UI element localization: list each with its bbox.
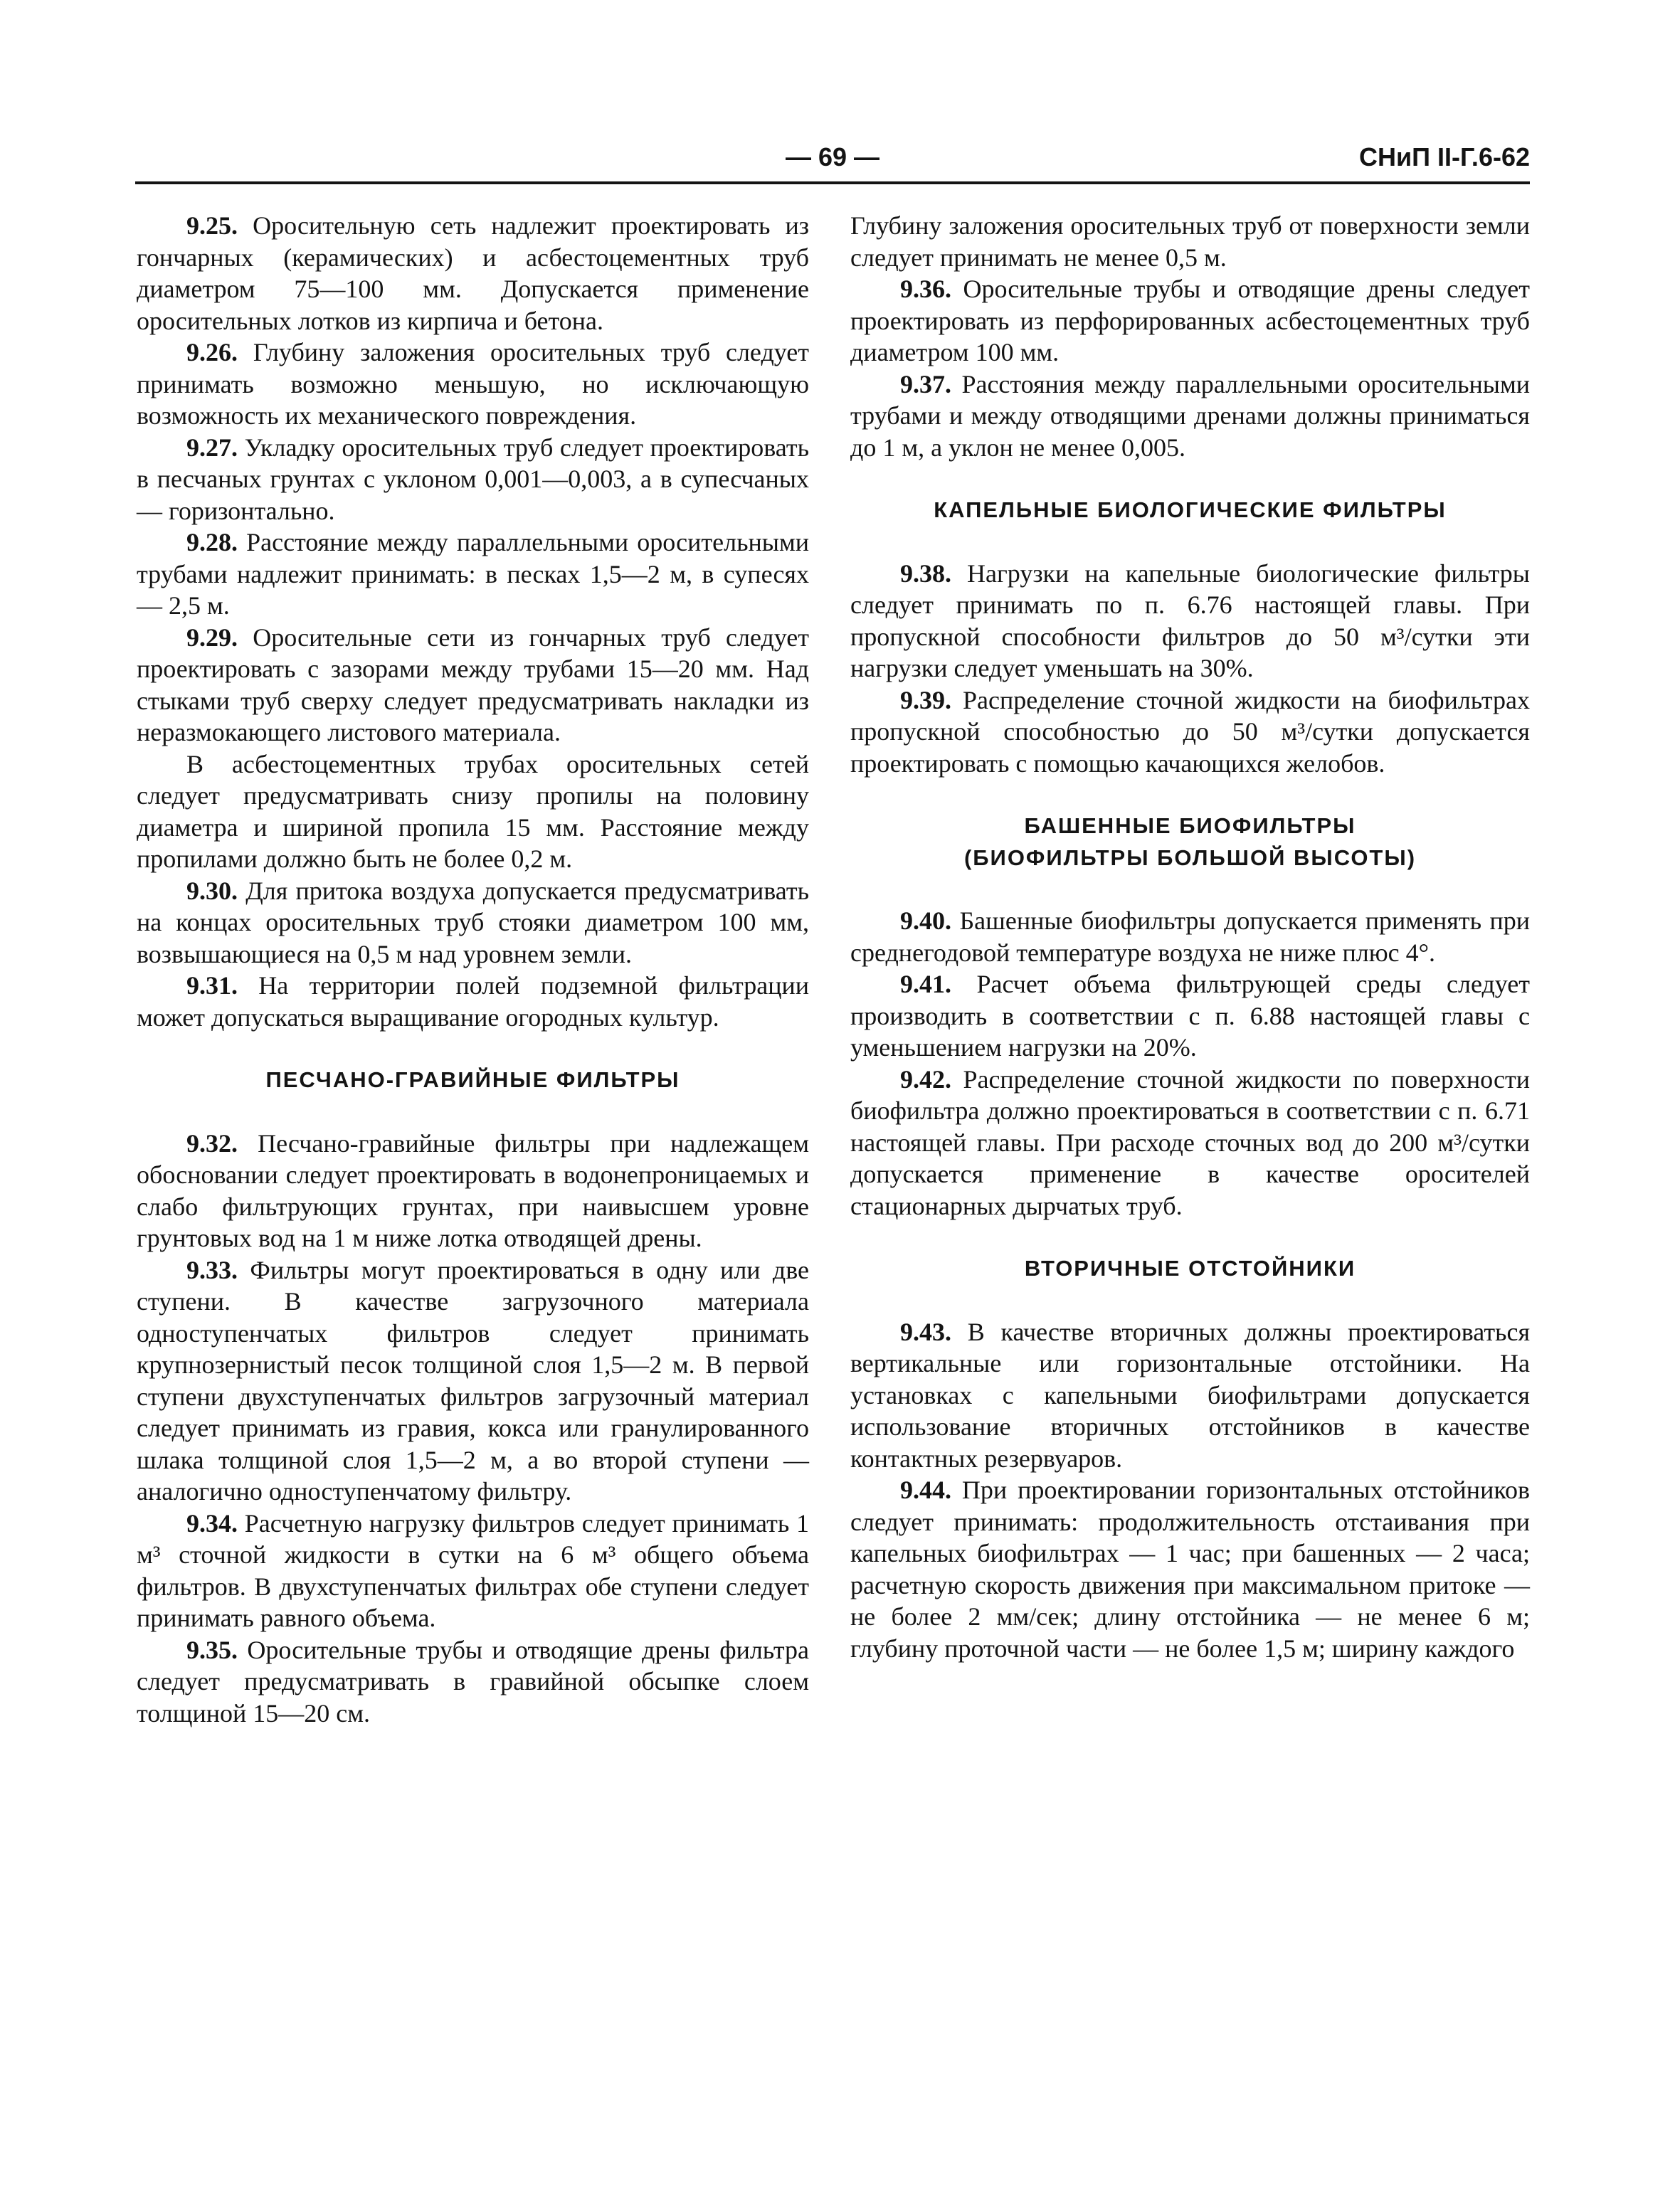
paragraph-9-29: 9.29. Оросительные сети из гончарных труб следует проектировать с зазорами между трубами 15—20 мм. Над стыками труб сверху следует предусматривать накладки из неразмокающего листового материала. (137, 623, 810, 746)
paragraph-9-43: 9.43. В качестве вторичных должны проектироваться вертикальные или горизонтальные отстойники. На установках с капельными биофильтрами допускается использование вторичных отстойников в качестве контактных резервуаров. (850, 1317, 1531, 1473)
paragraph-9-32: 9.32. Песчано-гравийные фильтры при надлежащем обосновании следует проектировать в водонепроницаемых и слабо фильтрующих грунтах, при наивысшем уровне грунтовых вод на 1 м ниже лотка отводящей дрены. (137, 1128, 809, 1252)
paragraph-9-40: 9.40. Башенные биофильтры допускается применять при среднегодовой температуре воздуха не ниже плюс 4°. (850, 906, 1531, 967)
paragraph-9-25: 9.25. Оросительную сеть надлежит проектировать из гончарных (керамических) и асбестоцементных труб диаметром 75—100 мм. Допускается применение оросительных лотков из кирпича и бетона. (137, 211, 809, 335)
paragraph-9-27: 9.27. Укладку оросительных труб следует проектировать в песчаных грунтах с уклоном 0,001—0,003, а в супесчаных — горизонтально. (137, 433, 810, 525)
paragraph-9-33: 9.33. Фильтры могут проектироваться в одну или две ступени. В качестве загрузочного материала одноступенчатых фильтров следует принимать крупнозернистый песок толщиной слоя 1,5—2 м. В первой ступени двухступенчатых фильтров загрузочный материал следует принимать из гравия, кокса или гранулированного шлака толщиной слоя 1,5—2 м, а во второй ступени — аналогично одноступенчатому фильтру. (137, 1255, 810, 1506)
paragraph-9-28: 9.28. Расстояние между параллельными оросительными трубами надлежит принимать: в песках 1,5—2 м, в супесях — 2,5 м. (137, 528, 809, 620)
paragraph-9-44: 9.44. При проектировании горизонтальных отстойников следует принимать: продолжительность отстаивания при капельных биофильтрах — 1 час; при башенных — 2 часа; расчетную скорость движения при максимальном притоке — не более 2 мм/сек; длину отстойника — не менее 6 м; глубину проточной части — не более 1,5 м; ширину каждого (850, 1476, 1530, 1663)
section-heading-sand-gravel-filters: ПЕСЧАНО-ГРАВИЙНЫЕ ФИЛЬТРЫ (265, 1067, 680, 1092)
paragraph-9-39: 9.39. Распределение сточной жидкости на биофильтрах пропускной способностью до 50 м³/сутки допускается проектировать с помощью качающихся желобов. (850, 685, 1530, 778)
section-heading-secondary-settlers: ВТОРИЧНЫЕ ОТСТОЙНИКИ (1024, 1256, 1356, 1281)
heading-line: (БИОФИЛЬТРЫ БОЛЬШОЙ ВЫСОТЫ) (963, 845, 1417, 870)
paragraph-9-42: 9.42. Распределение сточной жидкости по поверхности биофильтра должно проектироваться в соответствии с п. 6.71 настоящей главы. При расходе сточных вод до 200 м³/сутки допускается применение в качестве оросителей стационарных дырчатых труб. (850, 1064, 1531, 1220)
paragraph-9-30: 9.30. Для притока воздуха допускается предусматривать на концах оросительных труб стояки диаметром 100 мм, возвышающиеся на 0,5 м над уровнем земли. (137, 876, 809, 968)
heading-line: БАШЕННЫЕ БИОФИЛЬТРЫ (1024, 813, 1356, 838)
page-number: — 69 — (785, 142, 880, 171)
header-rule (135, 181, 1530, 184)
paragraph-9-35-continued: Глубину заложения оросительных труб от поверхности земли следует принимать не менее 0,5 м. (850, 211, 1530, 272)
section-heading-drip-filters: КАПЕЛЬНЫЕ БИОЛОГИЧЕСКИЕ ФИЛЬТРЫ (934, 497, 1447, 522)
paragraph-9-29-continued: В асбестоцементных трубах оросительных сетей следует предусматривать снизу пропилы на половину диаметра и шириной пропила 15 мм. Расстояние между пропилами должно быть не более 0,2 м. (137, 749, 809, 873)
paragraph-9-34: 9.34. Расчетную нагрузку фильтров следует принимать 1 м³ сточной жидкости в сутки на 6 м³ общего объема фильтров. В двухступенчатых фильтрах обе ступени следует принимать равного объема. (137, 1508, 809, 1632)
paragraph-9-35: 9.35. Оросительные трубы и отводящие дрены фильтра следует предусматривать в гравийной обсыпке слоем толщиной 15—20 см. (137, 1635, 809, 1728)
paragraph-9-36: 9.36. Оросительные трубы и отводящие дрены следует проектировать из перфорированных асбестоцементных труб диаметром 100 мм. (850, 275, 1531, 366)
paragraph-9-41: 9.41. Расчет объема фильтрующей среды следует производить в соответствии с п. 6.88 настоящей главы с уменьшением нагрузки на 20%. (850, 970, 1531, 1062)
paragraph-9-26: 9.26. Глубину заложения оросительных труб следует принимать возможно меньшую, но исключающую возможность их механического повреждения. (137, 338, 809, 430)
paragraph-9-31: 9.31. На территории полей подземной фильтрации может допускаться выращивание огородных культур. (137, 971, 810, 1032)
paragraph-9-38: 9.38. Нагрузки на капельные биологические фильтры следует принимать по п. 6.76 настоящей главы. При пропускной способности фильтров до 50 м³/сутки эти нагрузки следует уменьшать на 30%. (850, 559, 1530, 682)
document-code: СНиП II-Г.6-62 (1359, 142, 1530, 171)
page-header (135, 142, 1530, 185)
left-column (137, 210, 809, 1729)
right-column (850, 210, 1530, 1664)
paragraph-9-37: 9.37. Расстояния между параллельными оросительными трубами и между отводящими дренами должны приниматься до 1 м, а уклон не менее 0,005. (850, 369, 1530, 462)
section-heading-tower-biofilters (850, 810, 1530, 874)
